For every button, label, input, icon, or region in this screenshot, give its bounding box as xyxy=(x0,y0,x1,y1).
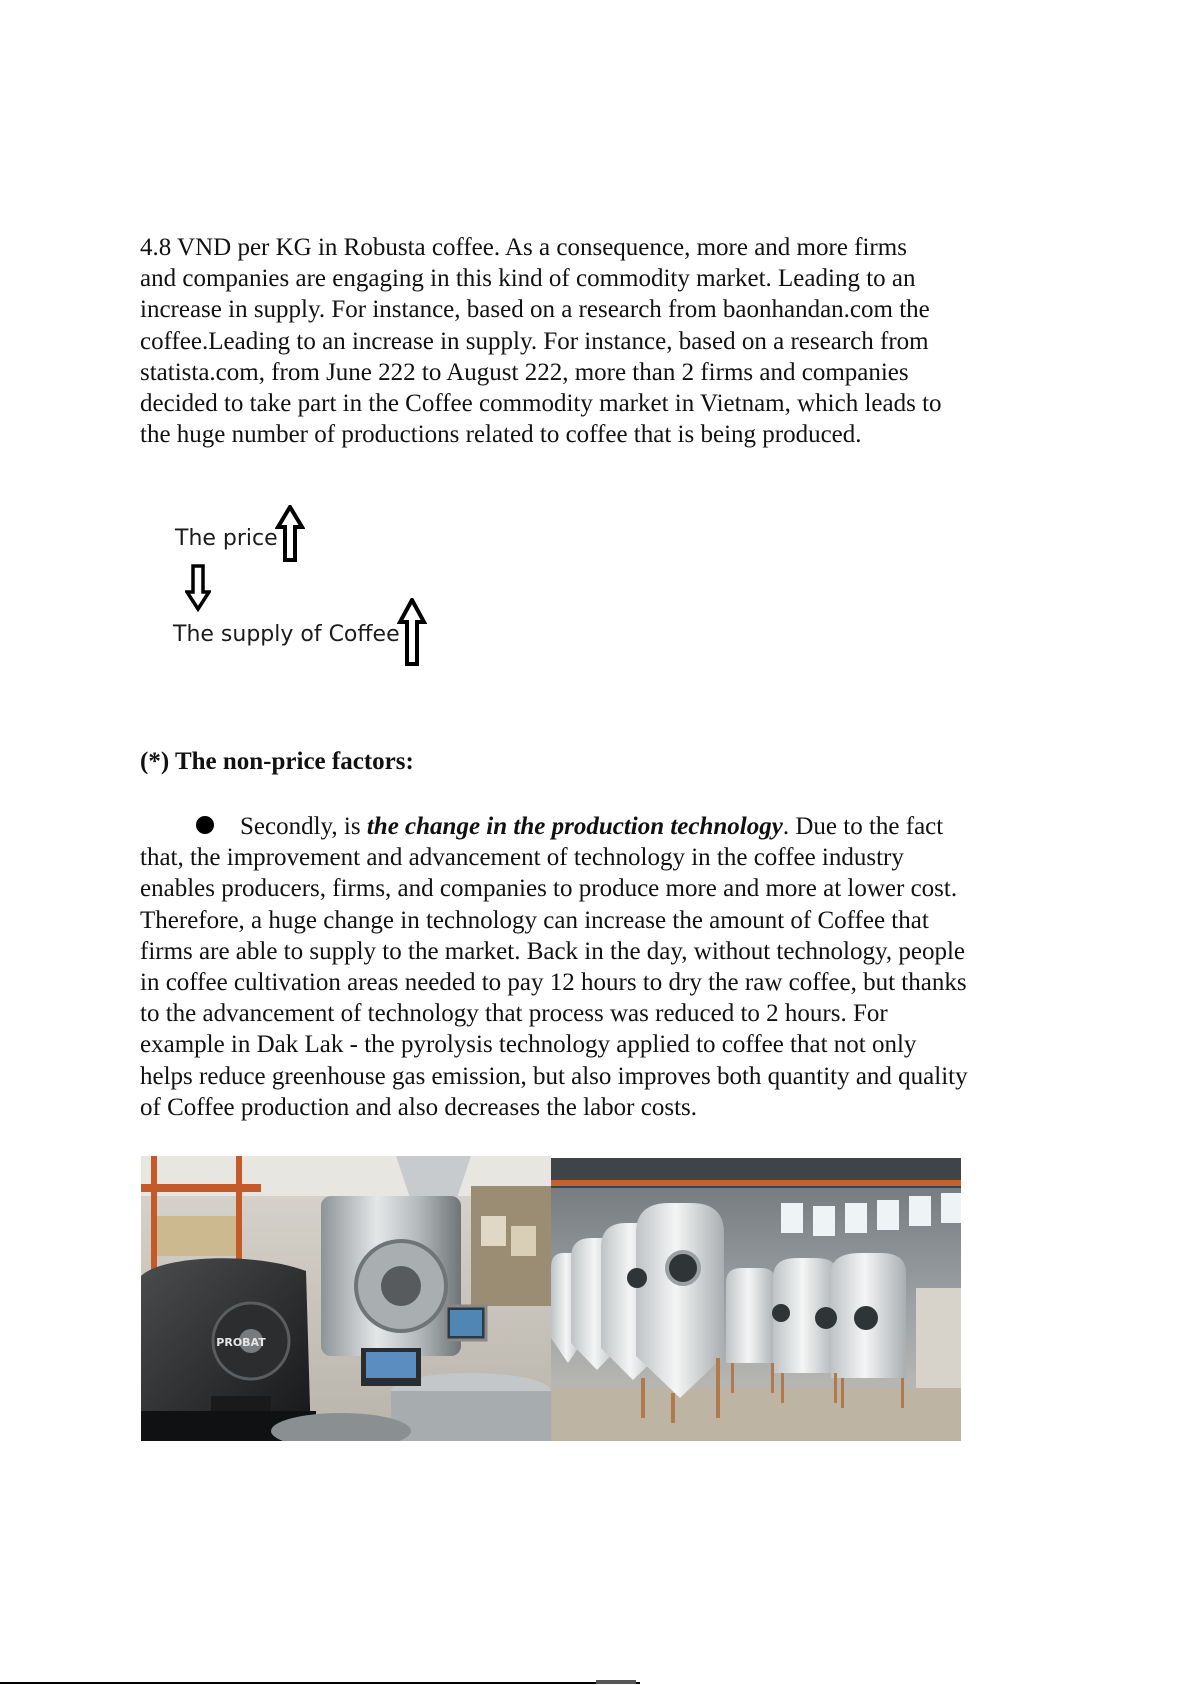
text-line: example in Dak Lak - the pyrolysis technology applied to coffee that not only xyxy=(140,1031,917,1059)
text-line: to the advancement of technology that process was reduced to 2 hours. For xyxy=(140,1000,888,1028)
text-line: and companies are engaging in this kind of commodity market. Leading to an xyxy=(140,265,916,293)
bullet-prefix: Secondly, is xyxy=(240,813,367,840)
text-line: increase in supply. For instance, based on a research from baonhandan.com the xyxy=(140,296,930,324)
text-line: Therefore, a huge change in technology can increase the amount of Coffee that xyxy=(140,906,929,934)
section-heading: (*) The non-price factors: xyxy=(140,748,414,775)
text-line: coffee.Leading to an increase in supply. For instance, based on a research from xyxy=(140,327,929,355)
price-supply-diagram xyxy=(160,500,460,680)
paragraph-supply-increase xyxy=(140,232,1060,450)
footer-rule xyxy=(0,1682,640,1684)
footer-mark xyxy=(596,1680,636,1684)
bullet-icon xyxy=(196,816,214,834)
text-line: in coffee cultivation areas needed to pay 12 hours to dry the raw coffee, but thanks xyxy=(140,969,967,997)
bullet-emphasis: the change in the production technology xyxy=(366,813,783,840)
text-line: the huge number of productions related to coffee that is being produced. xyxy=(140,421,862,449)
text-line: decided to take part in the Coffee commodity market in Vietnam, which leads to xyxy=(140,390,942,418)
technology-photos xyxy=(141,1156,961,1441)
paragraph-technology xyxy=(140,811,1060,1123)
text-line: of Coffee production and also decreases the labor costs. xyxy=(140,1093,697,1121)
text-line: firms are able to supply to the market. Back in the day, without technology, people xyxy=(140,937,966,965)
supply-label: The supply of Coffee xyxy=(173,622,400,647)
bullet-line xyxy=(140,811,1060,842)
bullet-suffix: . Due to the fact xyxy=(782,813,944,840)
stainless-tanks-photo xyxy=(551,1158,961,1441)
text-line: statista.com, from June 222 to August 222, more than 2 firms and companies xyxy=(140,358,909,386)
arrow-up-icon xyxy=(275,505,305,563)
text-line: enables producers, firms, and companies to produce more and more at lower cost. xyxy=(140,875,958,903)
roaster-brand-label: PROBAT xyxy=(216,1336,266,1349)
price-label: The price xyxy=(175,526,278,551)
text-line: 4.8 VND per KG in Robusta coffee. As a consequence, more and more firms xyxy=(140,234,907,261)
arrow-up-icon xyxy=(397,598,427,668)
text-line: that, the improvement and advancement of technology in the coffee industry xyxy=(140,844,904,872)
coffee-roaster-photo xyxy=(141,1156,551,1441)
text-line: helps reduce greenhouse gas emission, but also improves both quantity and quality xyxy=(140,1062,968,1090)
arrow-down-icon xyxy=(185,564,211,612)
